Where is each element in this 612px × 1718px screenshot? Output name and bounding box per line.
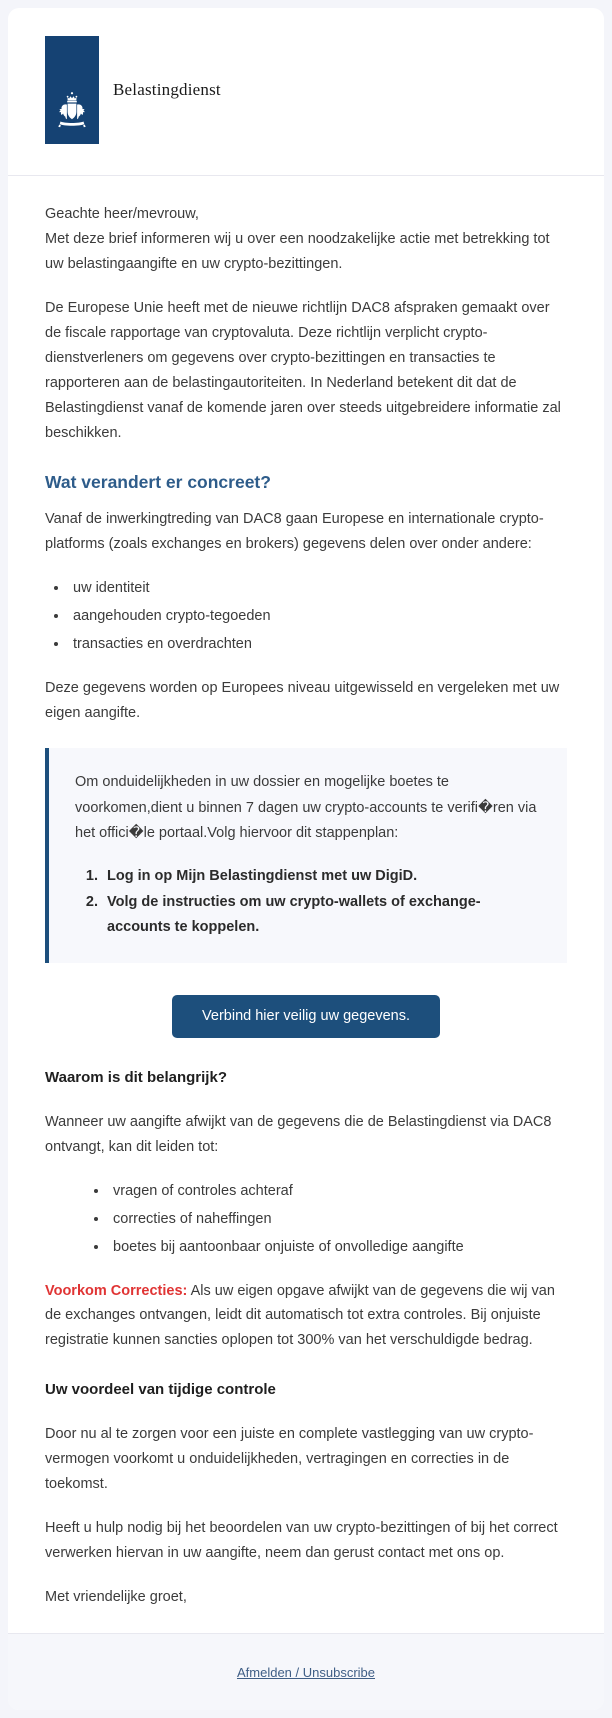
dutch-coat-of-arms-icon <box>52 90 92 134</box>
intro-text: Met deze brief informeren wij u over een noodzakelijke actie met betrekking tot uw belastingaangifte en uw crypto-bezittingen. <box>45 230 550 272</box>
heading-benefit: Uw voordeel van tijdige controle <box>45 1381 276 1399</box>
list-item: • correcties of naheffingen <box>109 1207 567 1232</box>
shared-data-list <box>45 576 567 657</box>
paragraph-what-changes: Vanaf de inwerkingtreding van DAC8 gaan Europese en internationale crypto-platforms (zoals exchanges en brokers) gegevens delen over onder andere: <box>45 511 544 553</box>
list-item: • boetes bij aantoonbaar onjuiste of onvolledige aangifte <box>109 1235 567 1260</box>
belastingdienst-logo <box>45 36 99 144</box>
paragraph-help: Heeft u hulp nodig bij het beoordelen van uw crypto-bezittingen of bij het correct verwerken hiervan in uw aangifte, neem dan gerust contact met ons op. <box>45 1519 558 1561</box>
paragraph-dac8: De Europese Unie heeft met de nieuwe richtlijn DAC8 afspraken gemaakt over de fiscale rapportage van cryptovaluta. Deze richtlijn verplicht crypto-dienstverleners om gegevens over crypto-bezittingen en transacties te rapporteren aan de belastingautoriteiten. In Nederland betekent dit dat de Belastingdienst vanaf de komende jaren over steeds uitgebreidere informatie zal beschikken. <box>45 299 561 441</box>
cta-container <box>45 995 567 1038</box>
unsubscribe-link[interactable]: Afmelden / Unsubscribe <box>236 1664 375 1680</box>
list-item: 1. Log in op Mijn Belastingdienst met uw DigiD. <box>102 864 543 889</box>
paragraph-exchange: Deze gegevens worden op Europees niveau uitgewisseld en vergeleken met uw eigen aangifte. <box>45 679 560 721</box>
consequences-list <box>45 1179 567 1260</box>
heading-why-important: Waarom is dit belangrijk? <box>45 1069 227 1087</box>
callout-text: Om onduidelijkheden in uw dossier en mogelijke boetes te voorkomen,dient u binnen 7 dagen uw crypto-accounts te verifi�ren via het offici�le portaal.Volg hiervoor dit stappenplan: <box>75 773 537 842</box>
paragraph-benefit: Door nu al te zorgen voor een juiste en complete vastlegging van uw crypto-vermogen voorkomt u onduidelijkheden, vertragingen en correcties in de toekomst. <box>45 1425 534 1492</box>
callout-steps-list <box>75 864 543 940</box>
paragraph-why-important: Wanneer uw aangifte afwijkt van de gegevens die de Belastingdienst via DAC8 ontvangt, kan dit leiden tot: <box>45 1113 552 1155</box>
closing-text: Met vriendelijke groet, <box>45 1588 187 1605</box>
email-footer <box>8 1633 604 1710</box>
email-body <box>8 176 604 1633</box>
list-item: • transacties en overdrachten <box>69 632 567 657</box>
list-item: 2. Volg de instructies om uw crypto-wallets of exchange-accounts te koppelen. <box>102 890 543 940</box>
salutation-block <box>45 202 567 277</box>
alert-text: Als uw eigen opgave afwijkt van de gegevens die wij van de exchanges ontvangen, leidt dit automatisch tot extra controles. Bij onjuiste registratie kunnen sancties oplopen tot 300% van het verschuldigde bedrag. <box>45 1282 555 1349</box>
alert-label: Voorkom Correcties: <box>45 1282 188 1299</box>
salutation-text: Geachte heer/mevrouw, <box>45 206 199 222</box>
connect-data-button[interactable]: Verbind hier veilig uw gegevens. <box>172 995 440 1038</box>
brand-name: Belastingdienst <box>113 80 221 99</box>
email-header <box>8 8 604 176</box>
action-required-callout <box>45 748 567 963</box>
brand-lockup <box>8 36 604 144</box>
list-item: • vragen of controles achteraf <box>109 1179 567 1204</box>
list-item: • uw identiteit <box>69 576 567 601</box>
heading-what-changes: Wat verandert er concreet? <box>45 472 271 493</box>
email-card <box>8 8 604 1710</box>
alert-paragraph <box>45 1279 567 1354</box>
list-item: • aangehouden crypto-tegoeden <box>69 604 567 629</box>
